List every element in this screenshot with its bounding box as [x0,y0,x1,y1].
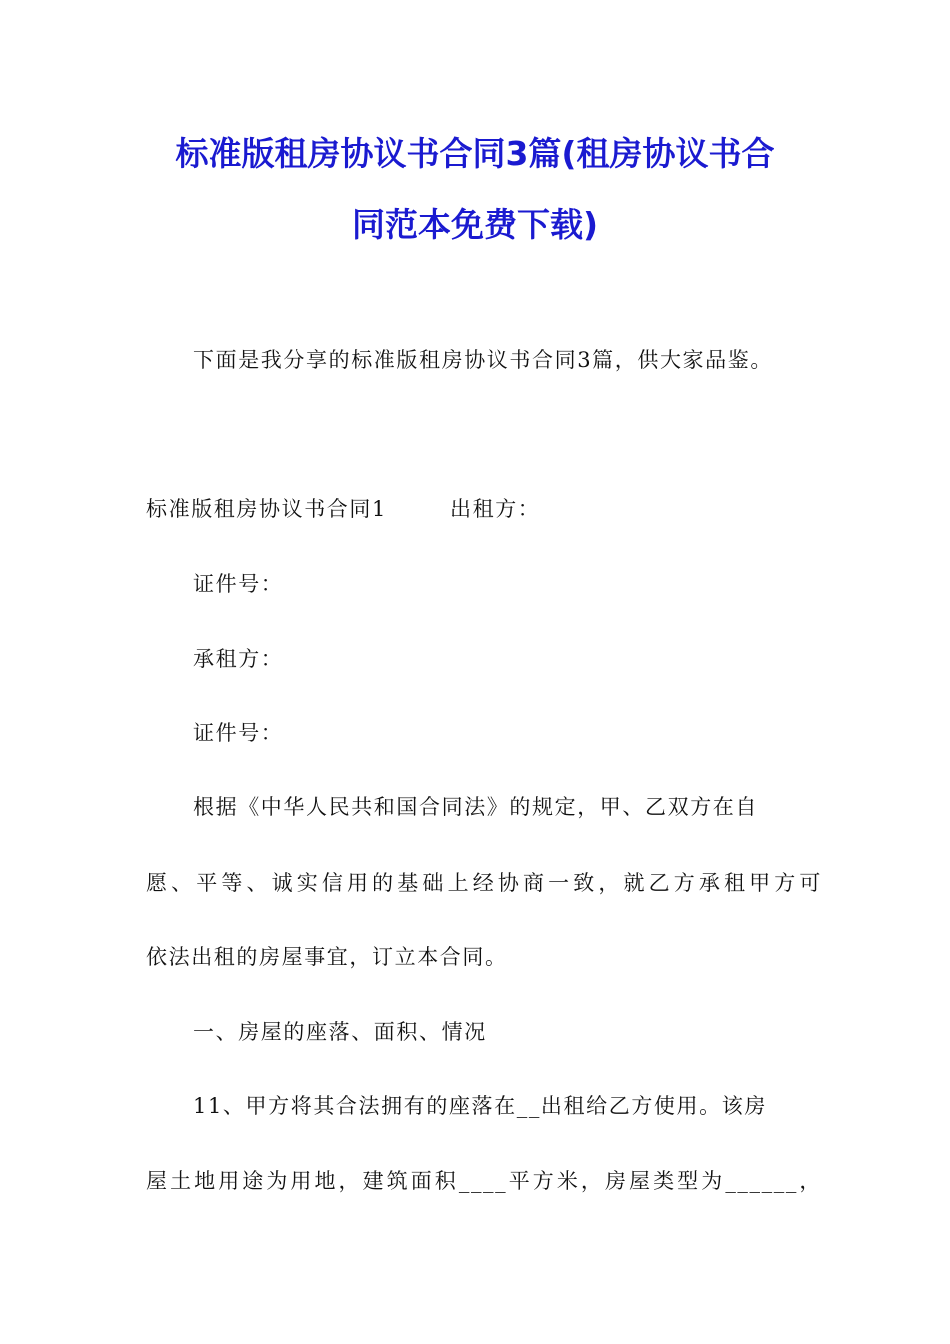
document-title-line-1: 标准版租房协议书合同3篇(租房协议书合 [175,134,775,173]
lessee-label: 承租方： [193,647,284,671]
paragraph-2-line-2: 屋土地用途为用地，建筑面积____平方米，房屋类型为______， [146,1169,822,1193]
lessor-id-label: 证件号： [193,572,284,596]
paragraph-1-line-3: 依法出租的房屋事宜，订立本合同。 [146,945,508,969]
document-title-line-2: 同范本免费下载) [351,205,599,244]
section-1-heading: 一、房屋的座落、面积、情况 [193,1020,487,1044]
lessor-label: 出租方： [450,497,541,521]
lessee-id-label: 证件号： [193,721,284,745]
intro-paragraph: 下面是我分享的标准版租房协议书合同3篇，供大家品鉴。 [193,348,773,372]
paragraph-1-line-2: 愿、平等、诚实信用的基础上经协商一致，就乙方承租甲方可 [146,871,822,895]
contract-1-heading: 标准版租房协议书合同1 [146,497,387,521]
paragraph-1-line-1: 根据《中华人民共和国合同法》的规定，甲、乙双方在自 [193,795,758,819]
paragraph-2-line-1: 11、甲方将其合法拥有的座落在__出租给乙方使用。该房 [193,1094,767,1118]
